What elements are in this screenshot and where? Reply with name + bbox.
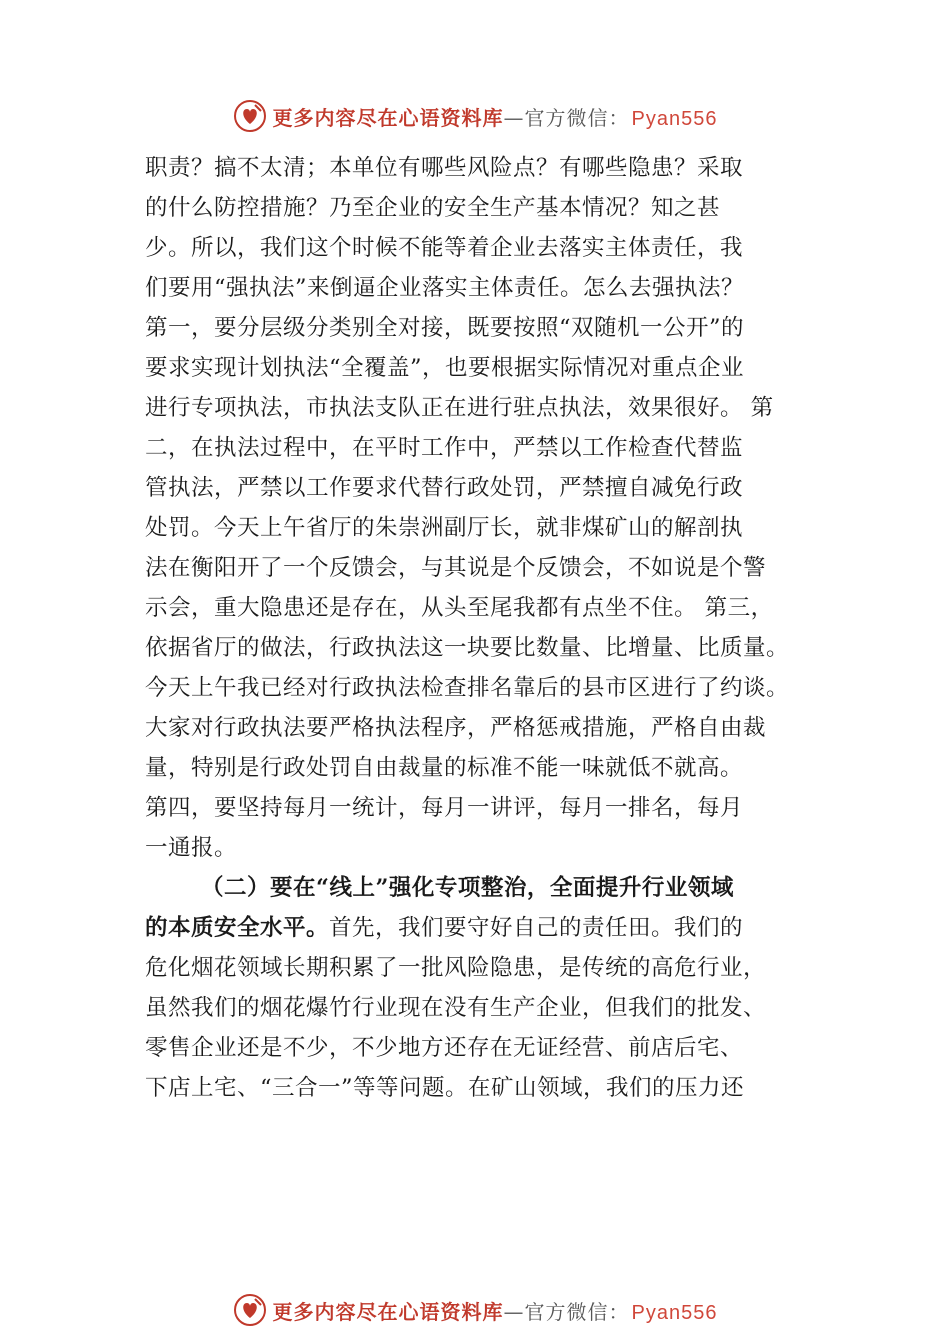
body-line: 进行专项执法，市执法支队正在进行驻点执法，效果很好。 第	[145, 395, 774, 421]
heart-pen-logo-icon	[233, 99, 267, 133]
section-heading: （二）要在“线上”强化专项整治，全面提升行业领域	[201, 875, 734, 901]
body-line: 少。所以，我们这个时候不能等着企业去落实主体责任，我	[145, 235, 744, 261]
document-body	[145, 148, 825, 1108]
body-line: 一通报。	[145, 835, 238, 861]
footer-watermark	[0, 1290, 950, 1330]
body-line: 大家对行政执法要严格执法程序，严格惩戒措施，严格自由裁	[145, 715, 767, 741]
watermark-wechat-id: Pyan556	[631, 1301, 718, 1324]
body-line: 要求实现计划执法“全覆盖”，也要根据实际情况对重点企业	[145, 355, 745, 381]
watermark-separator: —	[503, 105, 525, 130]
body-line: 今天上午我已经对行政执法检查排名靠后的县市区进行了约谈。	[145, 675, 790, 701]
body-line: 的什么防控措施？乃至企业的安全生产基本情况？知之甚	[145, 195, 721, 221]
body-line: 示会，重大隐患还是存在，从头至尾我都有点坐不住。 第三，	[145, 595, 774, 621]
body-line: 量，特别是行政处罚自由裁量的标准不能一味就低不就高。	[145, 755, 744, 781]
watermark-separator: —	[503, 1299, 525, 1324]
watermark-main-text: 更多内容尽在心语资料库	[272, 105, 504, 130]
body-line: 们要用“强执法”来倒逼企业落实主体责任。怎么去强执法？	[145, 275, 745, 301]
body-line: 第一，要分层级分类别全对接，既要按照“双随机一公开”的	[145, 315, 745, 341]
body-line: 下店上宅、“三合一”等等问题。在矿山领域，我们的压力还	[145, 1075, 745, 1101]
section-heading-continuation	[145, 908, 825, 948]
body-line: 处罚。今天上午省厅的朱崇洲副厅长，就非煤矿山的解剖执	[145, 515, 744, 541]
body-line: 职责？搞不太清；本单位有哪些风险点？有哪些隐患？采取	[145, 155, 744, 181]
body-line: 零售企业还是不少，不少地方还存在无证经营、前店后宅、	[145, 1035, 744, 1061]
body-line: 二，在执法过程中，在平时工作中，严禁以工作检查代替监	[145, 435, 744, 461]
watermark-wechat-id: Pyan556	[631, 107, 718, 130]
watermark-official-label: 官方微信：	[524, 1299, 630, 1324]
body-line: 法在衡阳开了一个反馈会，与其说是个反馈会，不如说是个警	[145, 555, 767, 581]
body-line: 第四，要坚持每月一统计，每月一讲评，每月一排名，每月	[145, 795, 744, 821]
watermark-official-label: 官方微信：	[524, 105, 630, 130]
body-line: 虽然我们的烟花爆竹行业现在没有生产企业，但我们的批发、	[145, 995, 767, 1021]
body-line: 管执法，严禁以工作要求代替行政处罚，严禁擅自减免行政	[145, 475, 744, 501]
heart-pen-logo-icon	[233, 1293, 267, 1327]
watermark-main-text: 更多内容尽在心语资料库	[272, 1299, 504, 1324]
body-line-text: 首先，我们要守好自己的责任田。我们的	[329, 915, 744, 941]
header-watermark	[0, 96, 950, 136]
section-heading-tail: 的本质安全水平。	[145, 915, 330, 941]
body-line: 危化烟花领域长期积累了一批风险隐患，是传统的高危行业，	[145, 955, 767, 981]
body-line: 依据省厅的做法，行政执法这一块要比数量、比增量、比质量。	[145, 635, 790, 661]
